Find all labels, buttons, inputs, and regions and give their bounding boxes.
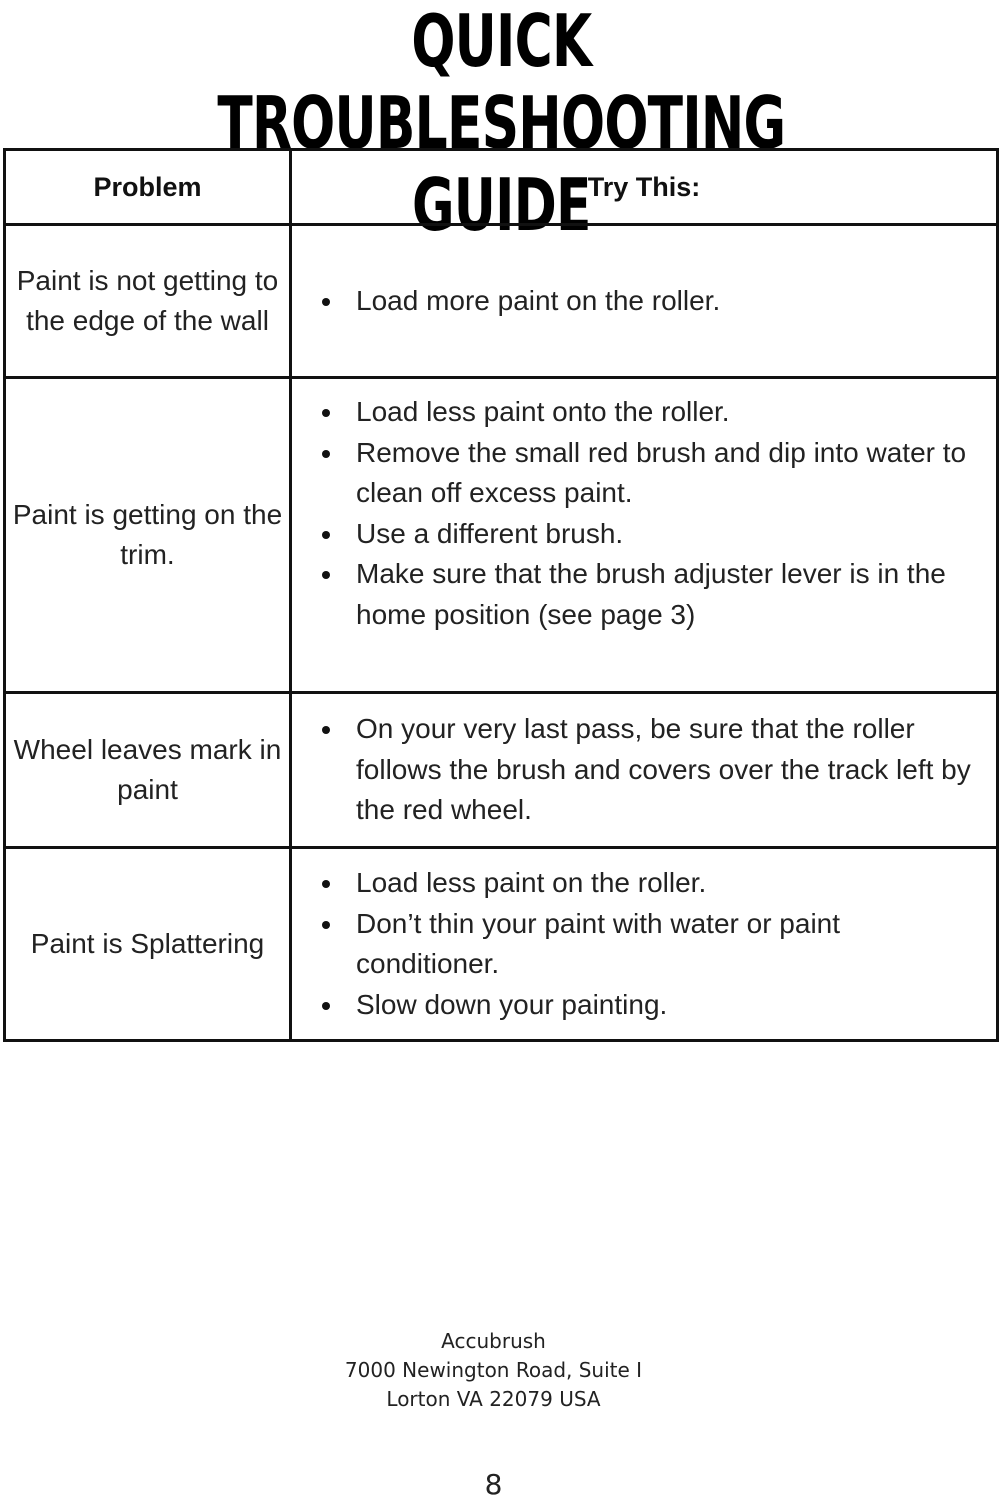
solution-cell xyxy=(291,848,998,1041)
table-header-row xyxy=(5,150,998,225)
problem-cell: Wheel leaves mark in paint xyxy=(5,693,291,848)
page-title: QUICK TROUBLESHOOTING GUIDE xyxy=(217,0,786,247)
solution-item: Load more paint on the roller. xyxy=(356,281,976,322)
solution-item: Load less paint onto the roller. xyxy=(356,392,976,433)
table-row xyxy=(5,848,998,1041)
address-line-1: 7000 Newington Road, Suite I xyxy=(344,1358,643,1382)
table-row xyxy=(5,225,998,378)
solution-list xyxy=(292,863,996,1025)
solution-item: Load less paint on the roller. xyxy=(356,863,976,904)
problem-cell: Paint is getting on the trim. xyxy=(5,378,291,693)
problem-cell: Paint is Splattering xyxy=(5,848,291,1041)
solution-item: Don’t thin your paint with water or paint conditioner. xyxy=(356,904,976,985)
problem-cell: Paint is not getting to the edge of the wall xyxy=(5,225,291,378)
solution-item: Remove the small red brush and dip into water to clean off excess paint. xyxy=(356,433,976,514)
company-address xyxy=(0,1327,987,1414)
address-line-2: Lorton VA 22079 USA xyxy=(386,1387,601,1411)
troubleshooting-table xyxy=(3,148,999,1042)
solution-item: Make sure that the brush adjuster lever is in the home position (see page 3) xyxy=(356,554,976,635)
page-number: 8 xyxy=(484,1468,503,1501)
column-header-try-this: Try This: xyxy=(291,150,998,225)
company-name: Accubrush xyxy=(441,1329,546,1353)
solution-item: On your very last pass, be sure that the roller follows the brush and covers over the track left by the red wheel. xyxy=(356,709,976,831)
solution-item: Use a different brush. xyxy=(356,514,976,555)
solution-item: Slow down your painting. xyxy=(356,985,976,1026)
solution-list xyxy=(292,709,996,831)
column-header-problem: Problem xyxy=(5,150,291,225)
solution-cell xyxy=(291,378,998,693)
table-row xyxy=(5,693,998,848)
solution-list xyxy=(292,392,996,635)
solution-cell xyxy=(291,693,998,848)
solution-cell xyxy=(291,225,998,378)
solution-list xyxy=(292,281,996,322)
table-row xyxy=(5,378,998,693)
